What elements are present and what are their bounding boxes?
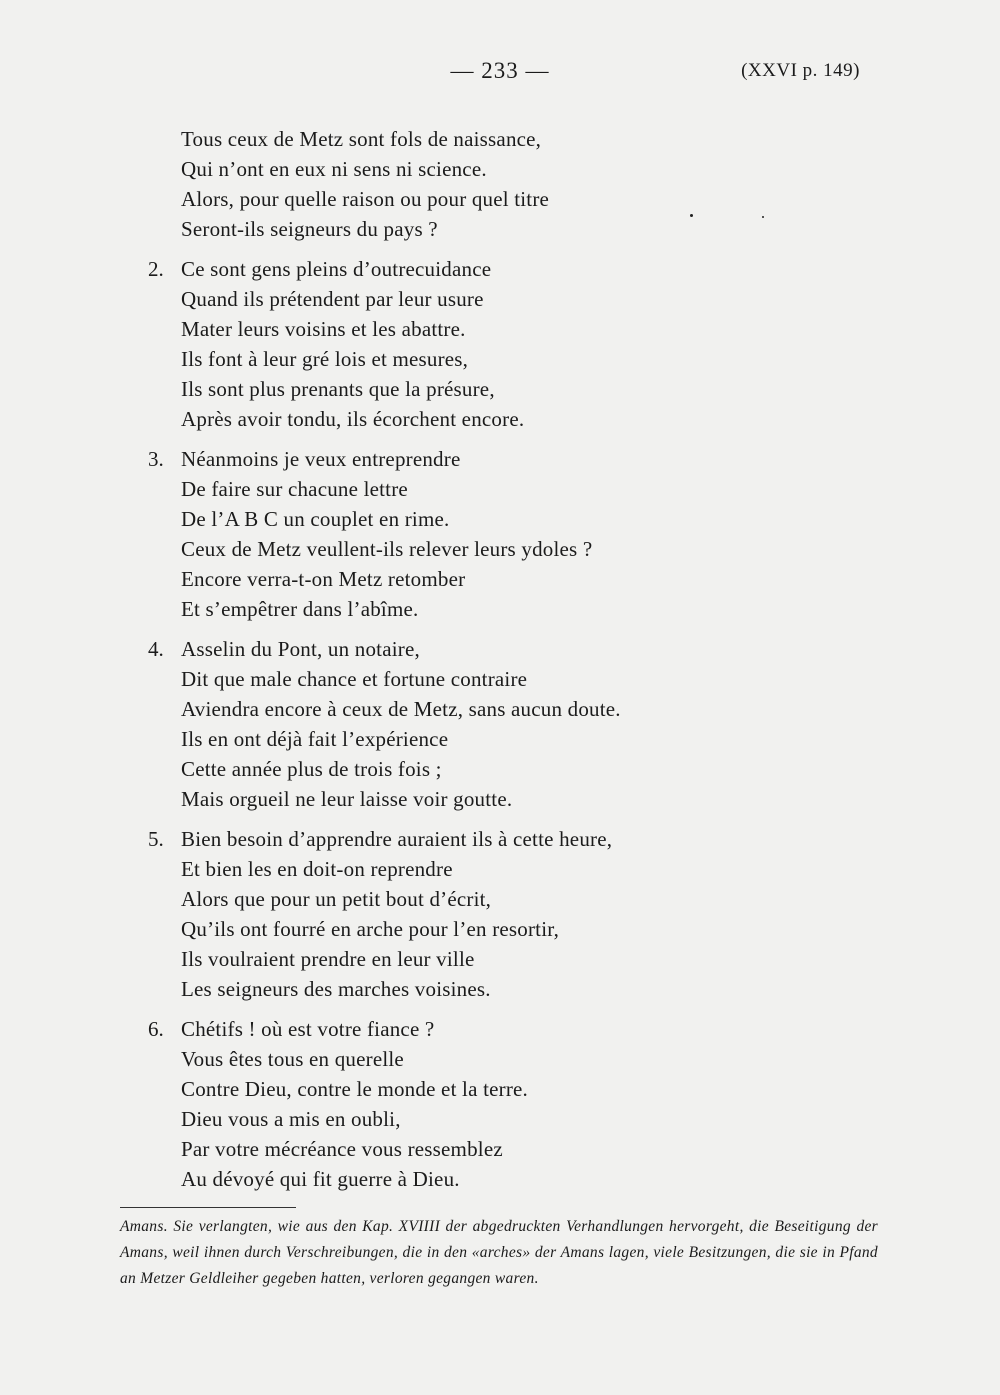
verse-line: Ils en ont déjà fait l’expérience [181,727,449,751]
stanza-number: 3. [148,447,164,471]
verse-line: Dit que male chance et fortune contraire [181,667,528,691]
verse-line: De faire sur chacune lettre [181,477,408,501]
verse-line: Aviendra encore à ceux de Metz, sans aucun doute. [181,697,621,721]
stanza-2 [148,254,1000,434]
stanza-6 [148,1014,1000,1194]
verse-line: Qu’ils ont fourré en arche pour l’en resortir, [181,917,560,941]
verse-line: Mater leurs voisins et les abattre. [181,317,466,341]
stanza-3 [148,444,1000,624]
verse-line: Seront-ils seigneurs du pays ? [181,217,438,241]
verse-line: Ils voulraient prendre en leur ville [181,947,475,971]
verse-line: Ceux de Metz veullent-ils relever leurs ydoles ? [181,537,593,561]
stanza-1 [181,124,1000,244]
verse-line: Après avoir tondu, ils écorchent encore. [181,407,525,431]
stanza-number: 5. [148,827,164,851]
verse-line: Contre Dieu, contre le monde et la terre. [181,1077,528,1101]
poem [0,124,1000,1204]
verse-line: Et bien les en doit-on reprendre [181,857,453,881]
verse-line: Qui n’ont en eux ni sens ni science. [181,157,487,181]
verse-line: Asselin du Pont, un notaire, [181,637,420,661]
verse-line: Mais orgueil ne leur laisse voir goutte. [181,787,513,811]
page-reference: (XXVI p. 149) [741,60,860,81]
verse-line: Alors, pour quelle raison ou pour quel titre [181,187,550,211]
verse-line: Bien besoin d’apprendre auraient ils à cette heure, [181,827,613,851]
verse-line: Au dévoyé qui fit guerre à Dieu. [181,1167,460,1191]
verse-line: Par votre mécréance vous ressemblez [181,1137,503,1161]
verse-line: Ce sont gens pleins d’outrecuidance [181,257,492,281]
ink-speck [762,216,764,218]
stanza-number: 4. [148,637,164,661]
verse-line: Ils sont plus prenants que la présure, [181,377,495,401]
ink-speck [690,214,693,217]
verse-line: Cette année plus de trois fois ; [181,757,442,781]
verse-line: Tous ceux de Metz sont fols de naissance, [181,127,542,151]
footnote-rule [120,1207,296,1208]
verse-line: Quand ils prétendent par leur usure [181,287,484,311]
verse-line: Dieu vous a mis en oubli, [181,1107,401,1131]
verse-line: Vous êtes tous en querelle [181,1047,404,1071]
stanza-4 [148,634,1000,814]
verse-line: Chétifs ! où est votre fiance ? [181,1017,435,1041]
verse-line: Alors que pour un petit bout d’écrit, [181,887,492,911]
verse-line: Et s’empêtrer dans l’abîme. [181,597,419,621]
page-number: — 233 — [450,58,550,83]
footnote: Amans. Sie verlangten, wie aus den Kap. XVIIII der abgedruckten Verhandlungen hervorgeht, die Beseitigung der Amans, weil ihnen durch Verschreibungen, die in den «arches» der Amans lagen, viele Besitzungen, die sie in Pfand an Metzer Geldleiher gegeben hatten, verloren gegangen waren. [120,1218,878,1287]
stanza-5 [148,824,1000,1004]
stanza-number: 6. [148,1017,164,1041]
verse-line: Ils font à leur gré lois et mesures, [181,347,469,371]
verse-line: Néanmoins je veux entreprendre [181,447,461,471]
verse-line: Les seigneurs des marches voisines. [181,977,491,1001]
stanza-number: 2. [148,257,164,281]
verse-line: Encore verra-t-on Metz retomber [181,567,466,591]
verse-line: De l’A B C un couplet en rime. [181,507,450,531]
